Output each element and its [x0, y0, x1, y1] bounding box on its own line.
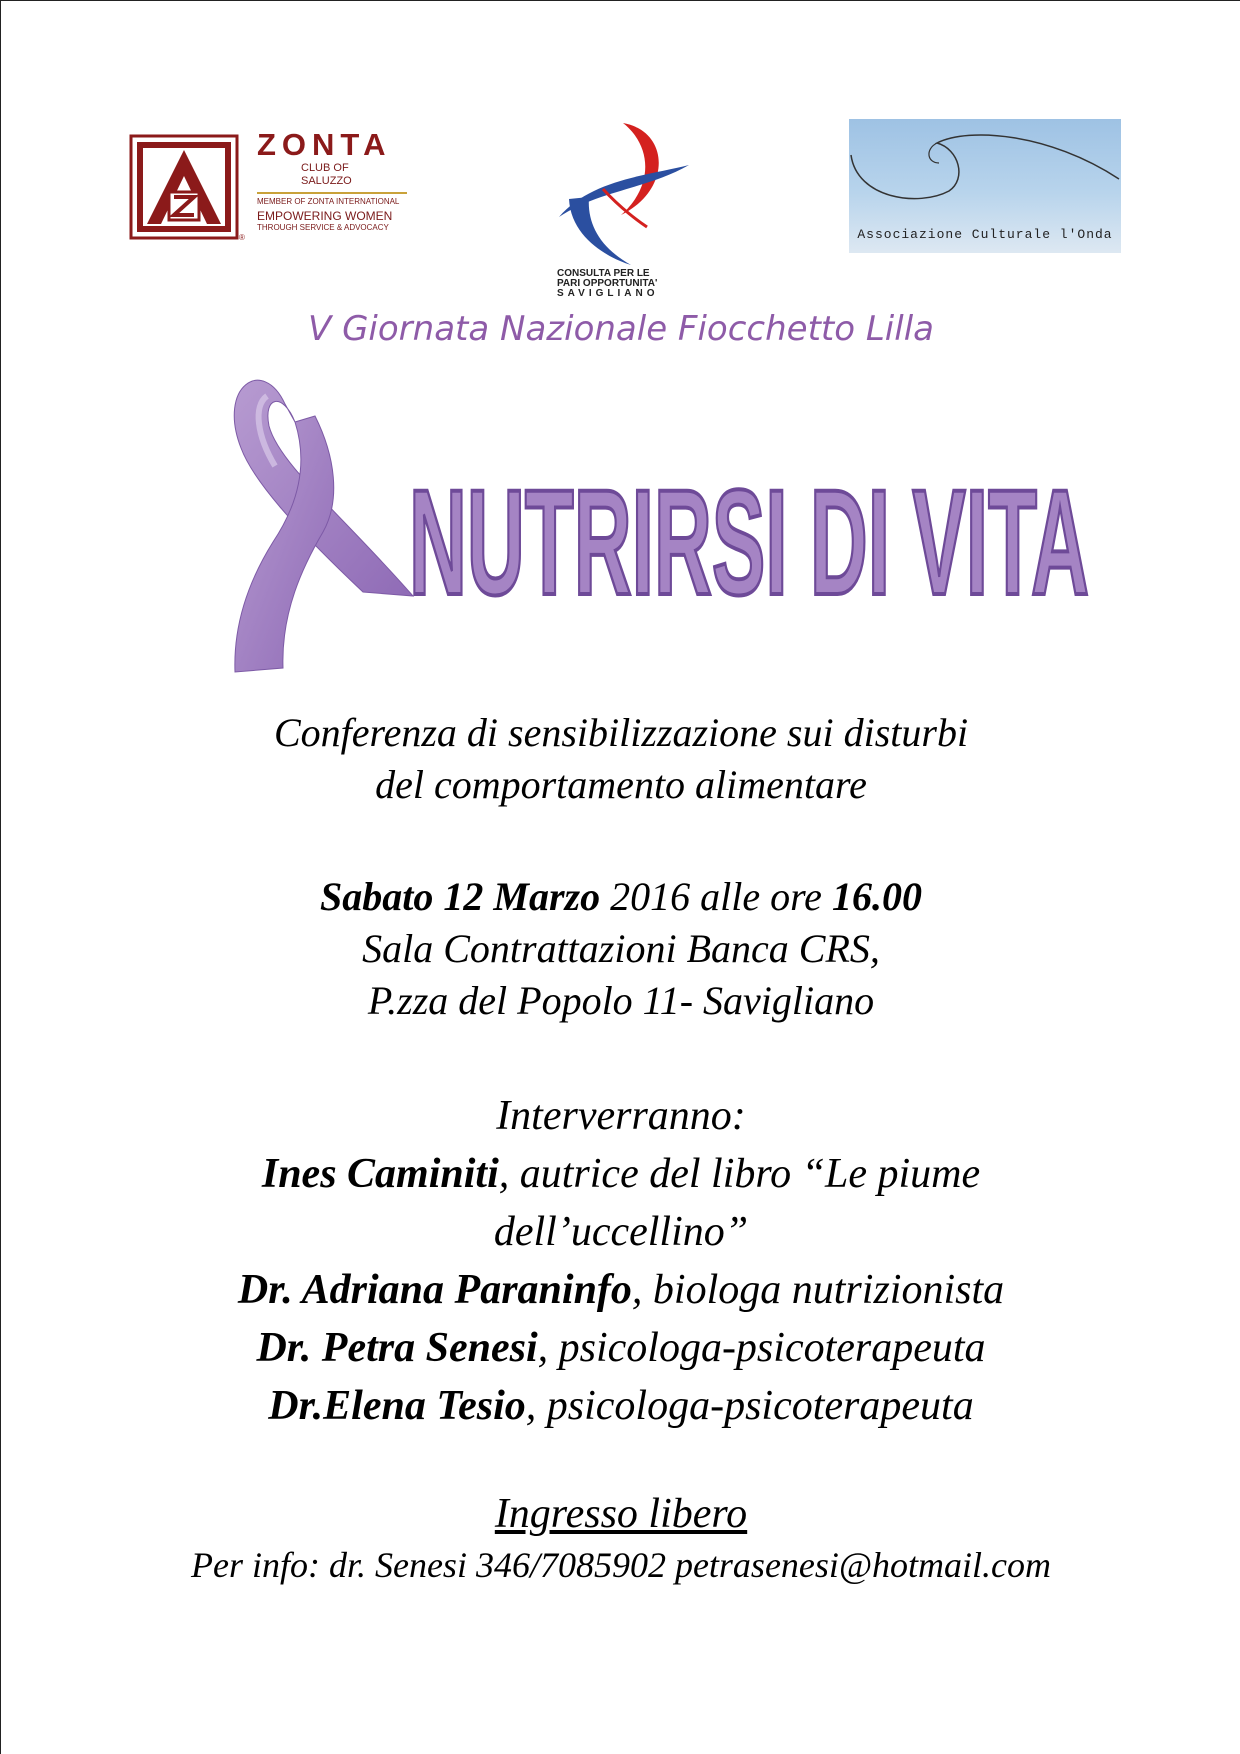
lilac-ribbon-icon	[223, 356, 423, 676]
speaker-1-role: , autrice del libro “Le piume	[498, 1151, 981, 1197]
speakers-list	[1, 1087, 1240, 1435]
speaker-3-role: , psicologa-psicoterapeuta	[537, 1325, 986, 1371]
speaker-3-name: Dr. Petra Senesi	[256, 1325, 538, 1371]
speaker-1	[1, 1145, 1240, 1203]
consulta-line3: SAVIGLIANO	[557, 288, 659, 299]
venue-line1: Sala Contrattazioni Banca CRS,	[362, 926, 880, 971]
date-mid: 2016 alle ore	[600, 874, 832, 919]
zonta-club-line1: CLUB OF	[301, 162, 349, 174]
onda-label: Associazione Culturale l'Onda	[857, 227, 1113, 242]
conference-line2: del comportamento alimentare	[375, 762, 867, 807]
free-entry: Ingresso libero	[494, 1491, 748, 1537]
zonta-emblem-icon	[129, 134, 247, 242]
conference-description	[1, 707, 1240, 811]
speaker-3	[1, 1319, 1240, 1377]
giornata-title: V Giornata Nazionale Fiocchetto Lilla	[308, 309, 934, 349]
speakers-heading: Interverranno:	[496, 1093, 746, 1139]
onda-logo	[849, 119, 1121, 253]
headline	[409, 456, 1099, 616]
consulta-swoosh-icon	[551, 119, 701, 269]
date-line	[1, 871, 1240, 923]
consulta-line1: CONSULTA PER LE	[557, 268, 650, 279]
zonta-logo-text	[257, 128, 417, 233]
zonta-title: ZONTA	[257, 127, 392, 162]
speaker-4-name: Dr.Elena Tesio	[268, 1383, 526, 1429]
speaker-4-role: , psicologa-psicoterapeuta	[525, 1383, 974, 1429]
zonta-empowering: EMPOWERING WOMEN	[257, 209, 393, 223]
event-datetime-venue	[1, 871, 1240, 1027]
wave-icon	[849, 119, 1121, 229]
speaker-1-name: Ines Caminiti	[261, 1151, 499, 1197]
contact-info: Per info: dr. Senesi 346/7085902 petrasenesi@hotmail.com	[190, 1545, 1052, 1585]
speaker-2-name: Dr. Adriana Paraninfo	[237, 1267, 632, 1313]
consulta-line2: PARI OPPORTUNITA'	[557, 278, 658, 289]
conference-line1: Conferenza di sensibilizzazione sui disturbi	[273, 710, 969, 755]
speaker-1-role-cont: dell’uccellino”	[493, 1209, 749, 1255]
venue-line2: P.zza del Popolo 11- Savigliano	[367, 978, 875, 1023]
date-bold: Sabato 12 Marzo	[320, 874, 601, 919]
time-bold: 16.00	[831, 874, 922, 919]
svg-text:®: ®	[239, 233, 245, 242]
zonta-club-line2: SALUZZO	[301, 175, 352, 187]
speaker-2-role: , biologa nutrizionista	[631, 1267, 1005, 1313]
zonta-member: MEMBER OF ZONTA INTERNATIONAL	[257, 197, 400, 206]
zonta-divider	[257, 192, 407, 194]
consulta-logo-text	[557, 269, 707, 299]
zonta-through: THROUGH SERVICE & ADVOCACY	[257, 223, 389, 232]
headline-text: NUTRIRSI DI VITA	[409, 458, 1089, 616]
speaker-4	[1, 1377, 1240, 1435]
speaker-2	[1, 1261, 1240, 1319]
